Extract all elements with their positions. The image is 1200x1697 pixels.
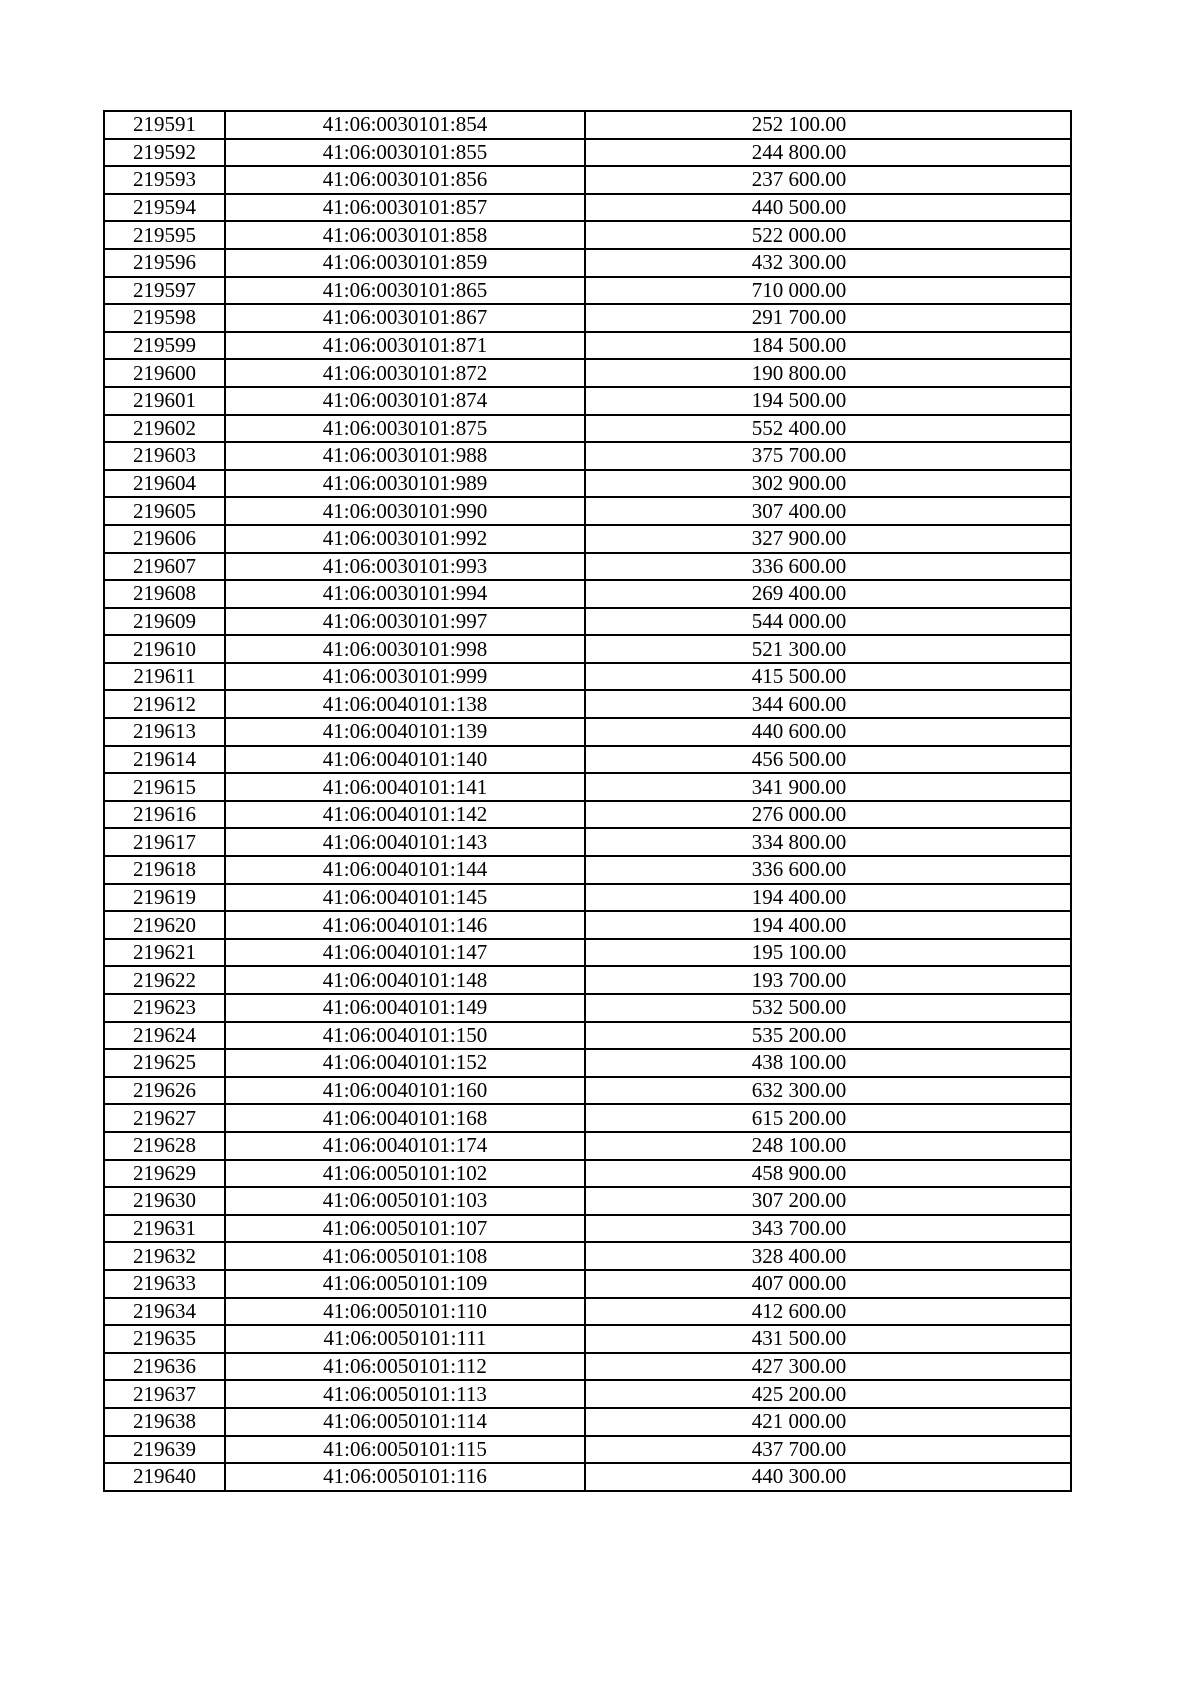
row-number-cell: 219612 xyxy=(104,690,225,718)
table-row xyxy=(104,1408,1071,1436)
cadastral-number-cell: 41:06:0030101:999 xyxy=(225,663,585,691)
table-row xyxy=(104,553,1071,581)
value-cell: 522 000.00 xyxy=(585,221,1071,249)
table-row xyxy=(104,194,1071,222)
value-cell: 302 900.00 xyxy=(585,470,1071,498)
table-row xyxy=(104,304,1071,332)
table-row xyxy=(104,718,1071,746)
cadastral-number-cell: 41:06:0040101:141 xyxy=(225,773,585,801)
cadastral-number-cell: 41:06:0030101:859 xyxy=(225,249,585,277)
row-number-cell: 219609 xyxy=(104,608,225,636)
table-row xyxy=(104,1187,1071,1215)
value-cell: 190 800.00 xyxy=(585,359,1071,387)
value-cell: 544 000.00 xyxy=(585,608,1071,636)
value-cell: 437 700.00 xyxy=(585,1436,1071,1464)
cadastral-number-cell: 41:06:0040101:138 xyxy=(225,690,585,718)
cadastral-number-cell: 41:06:0040101:149 xyxy=(225,994,585,1022)
cadastral-number-cell: 41:06:0030101:858 xyxy=(225,221,585,249)
table-row xyxy=(104,1049,1071,1077)
row-number-cell: 219632 xyxy=(104,1242,225,1270)
value-cell: 195 100.00 xyxy=(585,939,1071,967)
table-row xyxy=(104,1077,1071,1105)
value-cell: 276 000.00 xyxy=(585,801,1071,829)
value-cell: 336 600.00 xyxy=(585,856,1071,884)
table-row xyxy=(104,442,1071,470)
table-row xyxy=(104,994,1071,1022)
row-number-cell: 219605 xyxy=(104,497,225,525)
value-cell: 344 600.00 xyxy=(585,690,1071,718)
cadastral-number-cell: 41:06:0050101:109 xyxy=(225,1270,585,1298)
value-cell: 632 300.00 xyxy=(585,1077,1071,1105)
value-cell: 328 400.00 xyxy=(585,1242,1071,1270)
table-body xyxy=(104,111,1071,1491)
row-number-cell: 219594 xyxy=(104,194,225,222)
row-number-cell: 219636 xyxy=(104,1353,225,1381)
value-cell: 291 700.00 xyxy=(585,304,1071,332)
table-row xyxy=(104,690,1071,718)
row-number-cell: 219598 xyxy=(104,304,225,332)
value-cell: 252 100.00 xyxy=(585,111,1071,139)
row-number-cell: 219629 xyxy=(104,1160,225,1188)
value-cell: 184 500.00 xyxy=(585,332,1071,360)
value-cell: 521 300.00 xyxy=(585,635,1071,663)
table-row xyxy=(104,1215,1071,1243)
table-row xyxy=(104,828,1071,856)
row-number-cell: 219622 xyxy=(104,966,225,994)
cadastral-number-cell: 41:06:0040101:168 xyxy=(225,1104,585,1132)
table-row xyxy=(104,746,1071,774)
value-cell: 343 700.00 xyxy=(585,1215,1071,1243)
value-cell: 440 500.00 xyxy=(585,194,1071,222)
cadastral-number-cell: 41:06:0030101:874 xyxy=(225,387,585,415)
table-row xyxy=(104,1325,1071,1353)
cadastral-number-cell: 41:06:0030101:871 xyxy=(225,332,585,360)
table-row xyxy=(104,470,1071,498)
value-cell: 193 700.00 xyxy=(585,966,1071,994)
value-cell: 421 000.00 xyxy=(585,1408,1071,1436)
row-number-cell: 219638 xyxy=(104,1408,225,1436)
value-cell: 194 500.00 xyxy=(585,387,1071,415)
row-number-cell: 219640 xyxy=(104,1463,225,1491)
value-cell: 336 600.00 xyxy=(585,553,1071,581)
cadastral-number-cell: 41:06:0040101:140 xyxy=(225,746,585,774)
cadastral-number-cell: 41:06:0030101:872 xyxy=(225,359,585,387)
cadastral-number-cell: 41:06:0040101:152 xyxy=(225,1049,585,1077)
cadastral-number-cell: 41:06:0030101:994 xyxy=(225,580,585,608)
row-number-cell: 219608 xyxy=(104,580,225,608)
cadastral-number-cell: 41:06:0030101:998 xyxy=(225,635,585,663)
cadastral-number-cell: 41:06:0030101:988 xyxy=(225,442,585,470)
row-number-cell: 219627 xyxy=(104,1104,225,1132)
table-row xyxy=(104,1160,1071,1188)
row-number-cell: 219607 xyxy=(104,553,225,581)
cadastral-number-cell: 41:06:0030101:855 xyxy=(225,139,585,167)
value-cell: 237 600.00 xyxy=(585,166,1071,194)
table-row xyxy=(104,1104,1071,1132)
table-row xyxy=(104,1270,1071,1298)
value-cell: 431 500.00 xyxy=(585,1325,1071,1353)
row-number-cell: 219620 xyxy=(104,911,225,939)
value-cell: 415 500.00 xyxy=(585,663,1071,691)
row-number-cell: 219637 xyxy=(104,1380,225,1408)
table-row xyxy=(104,1298,1071,1326)
table-row xyxy=(104,525,1071,553)
value-cell: 440 300.00 xyxy=(585,1463,1071,1491)
row-number-cell: 219601 xyxy=(104,387,225,415)
row-number-cell: 219606 xyxy=(104,525,225,553)
table-row xyxy=(104,939,1071,967)
value-cell: 438 100.00 xyxy=(585,1049,1071,1077)
value-cell: 427 300.00 xyxy=(585,1353,1071,1381)
value-cell: 375 700.00 xyxy=(585,442,1071,470)
cadastral-number-cell: 41:06:0030101:867 xyxy=(225,304,585,332)
cadastral-number-cell: 41:06:0030101:865 xyxy=(225,277,585,305)
value-cell: 248 100.00 xyxy=(585,1132,1071,1160)
table-row xyxy=(104,166,1071,194)
cadastral-number-cell: 41:06:0050101:111 xyxy=(225,1325,585,1353)
row-number-cell: 219610 xyxy=(104,635,225,663)
row-number-cell: 219621 xyxy=(104,939,225,967)
table-row xyxy=(104,249,1071,277)
table-row xyxy=(104,1436,1071,1464)
row-number-cell: 219613 xyxy=(104,718,225,746)
cadastral-number-cell: 41:06:0030101:857 xyxy=(225,194,585,222)
cadastral-number-cell: 41:06:0030101:875 xyxy=(225,415,585,443)
row-number-cell: 219635 xyxy=(104,1325,225,1353)
table-row xyxy=(104,1463,1071,1491)
cadastral-number-cell: 41:06:0030101:989 xyxy=(225,470,585,498)
cadastral-number-cell: 41:06:0050101:110 xyxy=(225,1298,585,1326)
table-row xyxy=(104,1242,1071,1270)
cadastral-number-cell: 41:06:0040101:150 xyxy=(225,1022,585,1050)
cadastral-number-cell: 41:06:0030101:993 xyxy=(225,553,585,581)
table-row xyxy=(104,359,1071,387)
cadastral-number-cell: 41:06:0030101:997 xyxy=(225,608,585,636)
row-number-cell: 219625 xyxy=(104,1049,225,1077)
table-row xyxy=(104,1132,1071,1160)
cadastral-number-cell: 41:06:0050101:116 xyxy=(225,1463,585,1491)
cadastral-number-cell: 41:06:0030101:856 xyxy=(225,166,585,194)
row-number-cell: 219619 xyxy=(104,884,225,912)
row-number-cell: 219624 xyxy=(104,1022,225,1050)
row-number-cell: 219618 xyxy=(104,856,225,884)
table-row xyxy=(104,608,1071,636)
value-cell: 194 400.00 xyxy=(585,911,1071,939)
cadastral-number-cell: 41:06:0050101:112 xyxy=(225,1353,585,1381)
table-row xyxy=(104,856,1071,884)
row-number-cell: 219599 xyxy=(104,332,225,360)
table-row xyxy=(104,332,1071,360)
value-cell: 327 900.00 xyxy=(585,525,1071,553)
row-number-cell: 219616 xyxy=(104,801,225,829)
row-number-cell: 219630 xyxy=(104,1187,225,1215)
row-number-cell: 219591 xyxy=(104,111,225,139)
cadastral-number-cell: 41:06:0030101:990 xyxy=(225,497,585,525)
cadastral-number-cell: 41:06:0050101:115 xyxy=(225,1436,585,1464)
cadastral-number-cell: 41:06:0040101:143 xyxy=(225,828,585,856)
table-row xyxy=(104,635,1071,663)
cadastral-number-cell: 41:06:0050101:114 xyxy=(225,1408,585,1436)
row-number-cell: 219639 xyxy=(104,1436,225,1464)
cadastral-number-cell: 41:06:0030101:854 xyxy=(225,111,585,139)
table-row xyxy=(104,277,1071,305)
table-row xyxy=(104,111,1071,139)
cadastral-number-cell: 41:06:0050101:103 xyxy=(225,1187,585,1215)
table-row xyxy=(104,801,1071,829)
row-number-cell: 219626 xyxy=(104,1077,225,1105)
cadastral-number-cell: 41:06:0050101:107 xyxy=(225,1215,585,1243)
cadastral-number-cell: 41:06:0040101:144 xyxy=(225,856,585,884)
cadastral-number-cell: 41:06:0050101:102 xyxy=(225,1160,585,1188)
row-number-cell: 219628 xyxy=(104,1132,225,1160)
table-row xyxy=(104,773,1071,801)
row-number-cell: 219623 xyxy=(104,994,225,1022)
value-cell: 194 400.00 xyxy=(585,884,1071,912)
cadastral-number-cell: 41:06:0050101:113 xyxy=(225,1380,585,1408)
row-number-cell: 219593 xyxy=(104,166,225,194)
cadastral-number-cell: 41:06:0040101:174 xyxy=(225,1132,585,1160)
row-number-cell: 219600 xyxy=(104,359,225,387)
table-row xyxy=(104,415,1071,443)
value-cell: 334 800.00 xyxy=(585,828,1071,856)
value-cell: 615 200.00 xyxy=(585,1104,1071,1132)
value-cell: 307 200.00 xyxy=(585,1187,1071,1215)
row-number-cell: 219592 xyxy=(104,139,225,167)
value-cell: 269 400.00 xyxy=(585,580,1071,608)
row-number-cell: 219595 xyxy=(104,221,225,249)
value-cell: 307 400.00 xyxy=(585,497,1071,525)
cadastral-number-cell: 41:06:0040101:160 xyxy=(225,1077,585,1105)
cadastral-number-cell: 41:06:0040101:145 xyxy=(225,884,585,912)
row-number-cell: 219602 xyxy=(104,415,225,443)
row-number-cell: 219603 xyxy=(104,442,225,470)
cadastral-number-cell: 41:06:0050101:108 xyxy=(225,1242,585,1270)
table-row xyxy=(104,966,1071,994)
cadastral-number-cell: 41:06:0040101:139 xyxy=(225,718,585,746)
row-number-cell: 219631 xyxy=(104,1215,225,1243)
table-row xyxy=(104,1380,1071,1408)
table-row xyxy=(104,580,1071,608)
table-row xyxy=(104,387,1071,415)
row-number-cell: 219634 xyxy=(104,1298,225,1326)
cadastral-number-cell: 41:06:0040101:147 xyxy=(225,939,585,967)
cadastral-number-cell: 41:06:0040101:142 xyxy=(225,801,585,829)
table-row xyxy=(104,911,1071,939)
value-cell: 341 900.00 xyxy=(585,773,1071,801)
table-row xyxy=(104,497,1071,525)
row-number-cell: 219611 xyxy=(104,663,225,691)
value-cell: 456 500.00 xyxy=(585,746,1071,774)
cadastral-number-cell: 41:06:0040101:148 xyxy=(225,966,585,994)
row-number-cell: 219614 xyxy=(104,746,225,774)
table-row xyxy=(104,884,1071,912)
row-number-cell: 219617 xyxy=(104,828,225,856)
value-cell: 458 900.00 xyxy=(585,1160,1071,1188)
row-number-cell: 219604 xyxy=(104,470,225,498)
value-cell: 407 000.00 xyxy=(585,1270,1071,1298)
cadastral-value-table xyxy=(103,110,1072,1492)
value-cell: 710 000.00 xyxy=(585,277,1071,305)
table-row xyxy=(104,1022,1071,1050)
value-cell: 532 500.00 xyxy=(585,994,1071,1022)
cadastral-number-cell: 41:06:0030101:992 xyxy=(225,525,585,553)
value-cell: 244 800.00 xyxy=(585,139,1071,167)
row-number-cell: 219596 xyxy=(104,249,225,277)
row-number-cell: 219633 xyxy=(104,1270,225,1298)
row-number-cell: 219597 xyxy=(104,277,225,305)
value-cell: 535 200.00 xyxy=(585,1022,1071,1050)
table-row xyxy=(104,221,1071,249)
cadastral-number-cell: 41:06:0040101:146 xyxy=(225,911,585,939)
value-cell: 552 400.00 xyxy=(585,415,1071,443)
value-cell: 425 200.00 xyxy=(585,1380,1071,1408)
value-cell: 412 600.00 xyxy=(585,1298,1071,1326)
table-row xyxy=(104,1353,1071,1381)
table-row xyxy=(104,139,1071,167)
table-row xyxy=(104,663,1071,691)
row-number-cell: 219615 xyxy=(104,773,225,801)
value-cell: 440 600.00 xyxy=(585,718,1071,746)
value-cell: 432 300.00 xyxy=(585,249,1071,277)
